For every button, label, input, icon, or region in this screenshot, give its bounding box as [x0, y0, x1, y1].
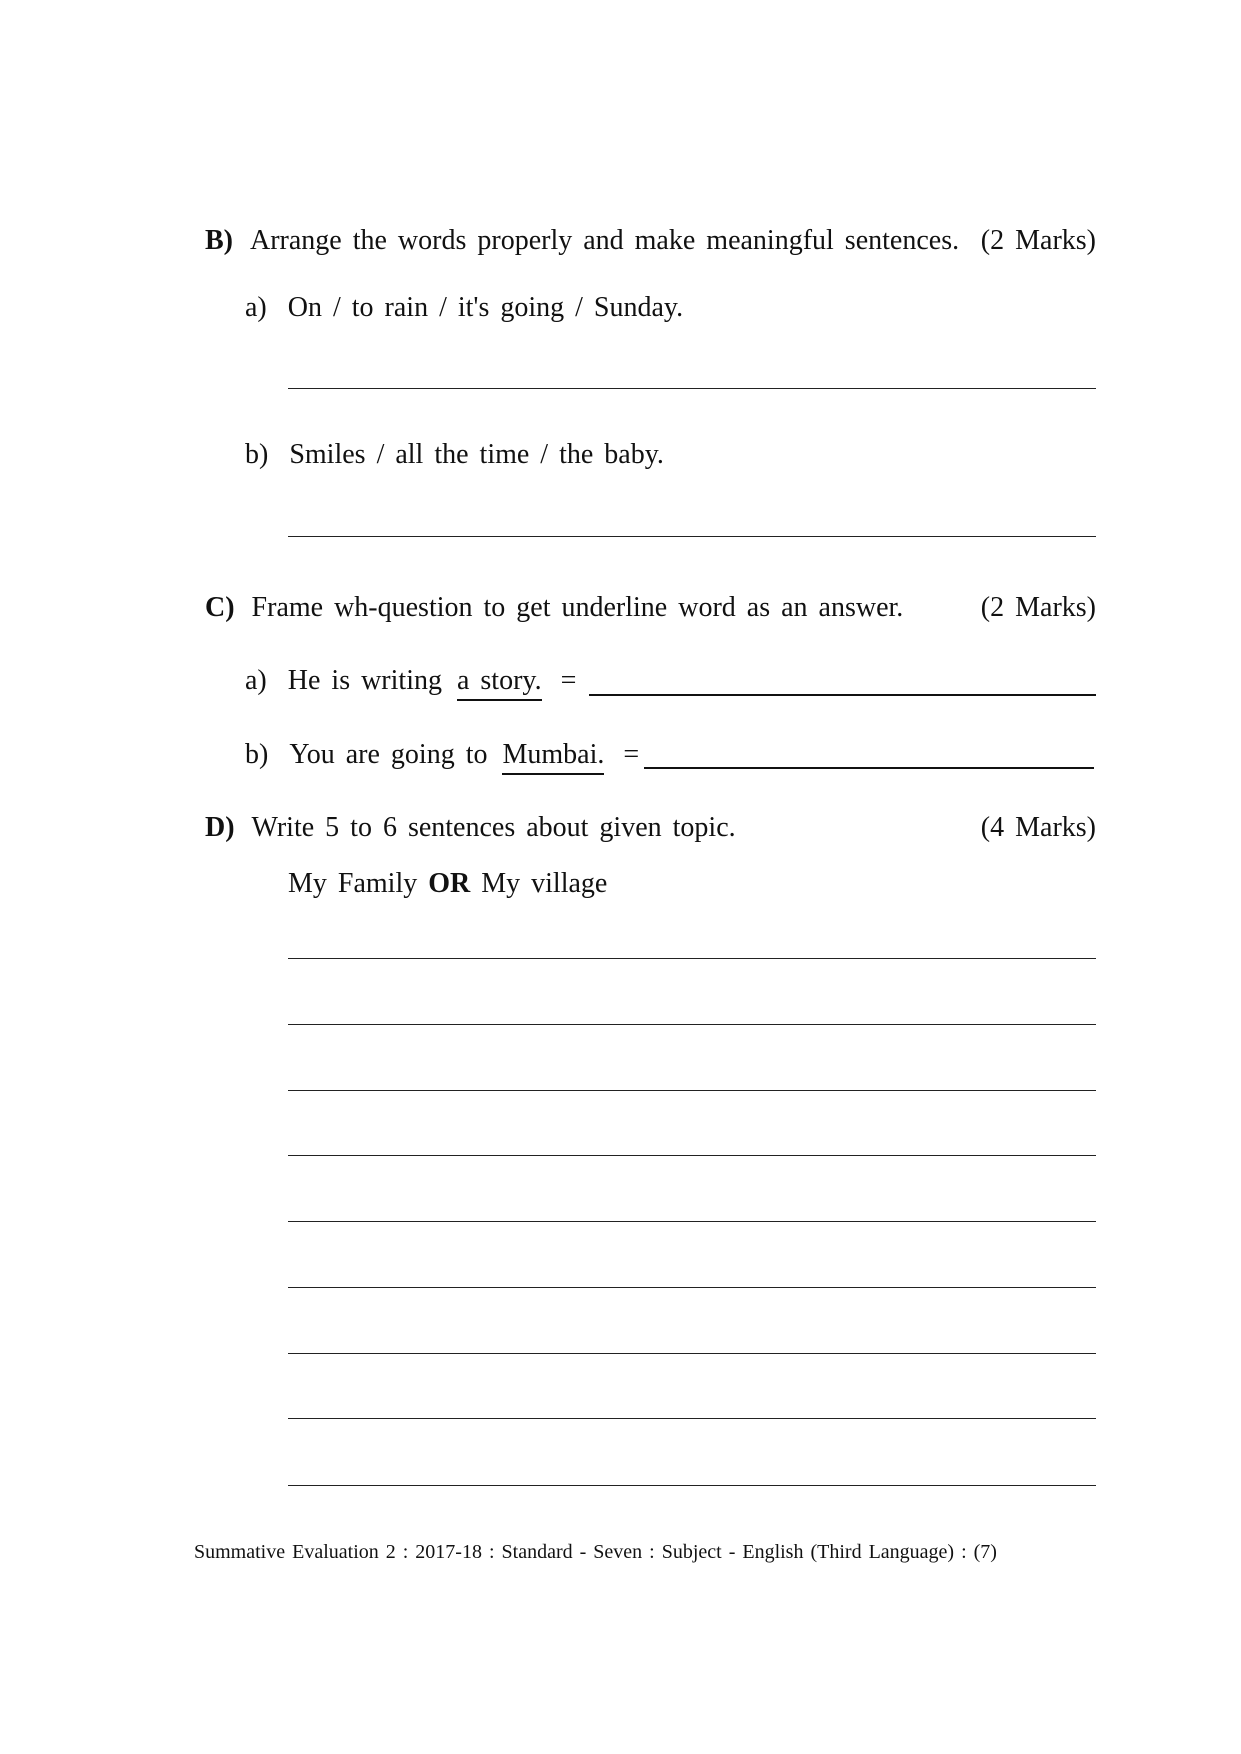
item-prefix: He is writing [287, 665, 442, 696]
writing-line-9[interactable] [288, 1485, 1096, 1486]
item-prefix: You are going to [289, 739, 488, 770]
section-b-heading [205, 224, 959, 258]
writing-line-8[interactable] [288, 1418, 1096, 1419]
item-label: a) [245, 665, 267, 696]
answer-line-c-a[interactable] [589, 694, 1096, 696]
section-b-item-a [245, 291, 683, 325]
section-b-item-b [245, 438, 664, 472]
writing-line-6[interactable] [288, 1287, 1096, 1288]
section-d-marks: (4 Marks) [980, 812, 1096, 843]
writing-line-5[interactable] [288, 1221, 1096, 1222]
underlined-answer: Mumbai. [502, 739, 604, 775]
topic-a: My Family [288, 868, 418, 899]
item-label: b) [245, 739, 269, 770]
section-b-label: B) [205, 225, 233, 256]
section-d-heading [205, 811, 736, 845]
writing-line-7[interactable] [288, 1353, 1096, 1354]
item-text: On / to rain / it's going / Sunday. [287, 292, 684, 323]
answer-line-b-b[interactable] [288, 536, 1096, 537]
topic-b: My village [481, 868, 608, 899]
page-footer: Summative Evaluation 2 : 2017-18 : Standard - Seven : Subject - English (Third Language) : (7) [194, 1541, 997, 1563]
section-d-label: D) [205, 812, 235, 843]
writing-line-3[interactable] [288, 1090, 1096, 1091]
section-c-item-b [245, 738, 639, 772]
section-d-instruction: Write 5 to 6 sentences about given topic. [251, 812, 736, 843]
equals-sign: = [560, 665, 577, 696]
item-label: a) [245, 292, 267, 323]
equals-sign: = [623, 739, 640, 770]
section-c-label: C) [205, 592, 235, 623]
section-b-instruction: Arrange the words properly and make meaningful sentences. [250, 225, 960, 256]
writing-line-2[interactable] [288, 1024, 1096, 1025]
section-c-instruction: Frame wh-question to get underline word as an answer. [251, 592, 904, 623]
section-c-marks: (2 Marks) [980, 592, 1096, 623]
writing-line-4[interactable] [288, 1155, 1096, 1156]
section-c-heading [205, 591, 903, 625]
answer-line-b-a[interactable] [288, 388, 1096, 389]
topic-or: OR [428, 868, 471, 899]
item-label: b) [245, 439, 269, 470]
answer-line-c-b[interactable] [644, 767, 1094, 769]
item-text: Smiles / all the time / the baby. [289, 439, 664, 470]
section-c-item-a [245, 664, 576, 698]
section-d-topic [288, 867, 607, 901]
underlined-answer: a story. [457, 665, 542, 701]
section-b-marks: (2 Marks) [980, 225, 1096, 256]
writing-line-1[interactable] [288, 958, 1096, 959]
